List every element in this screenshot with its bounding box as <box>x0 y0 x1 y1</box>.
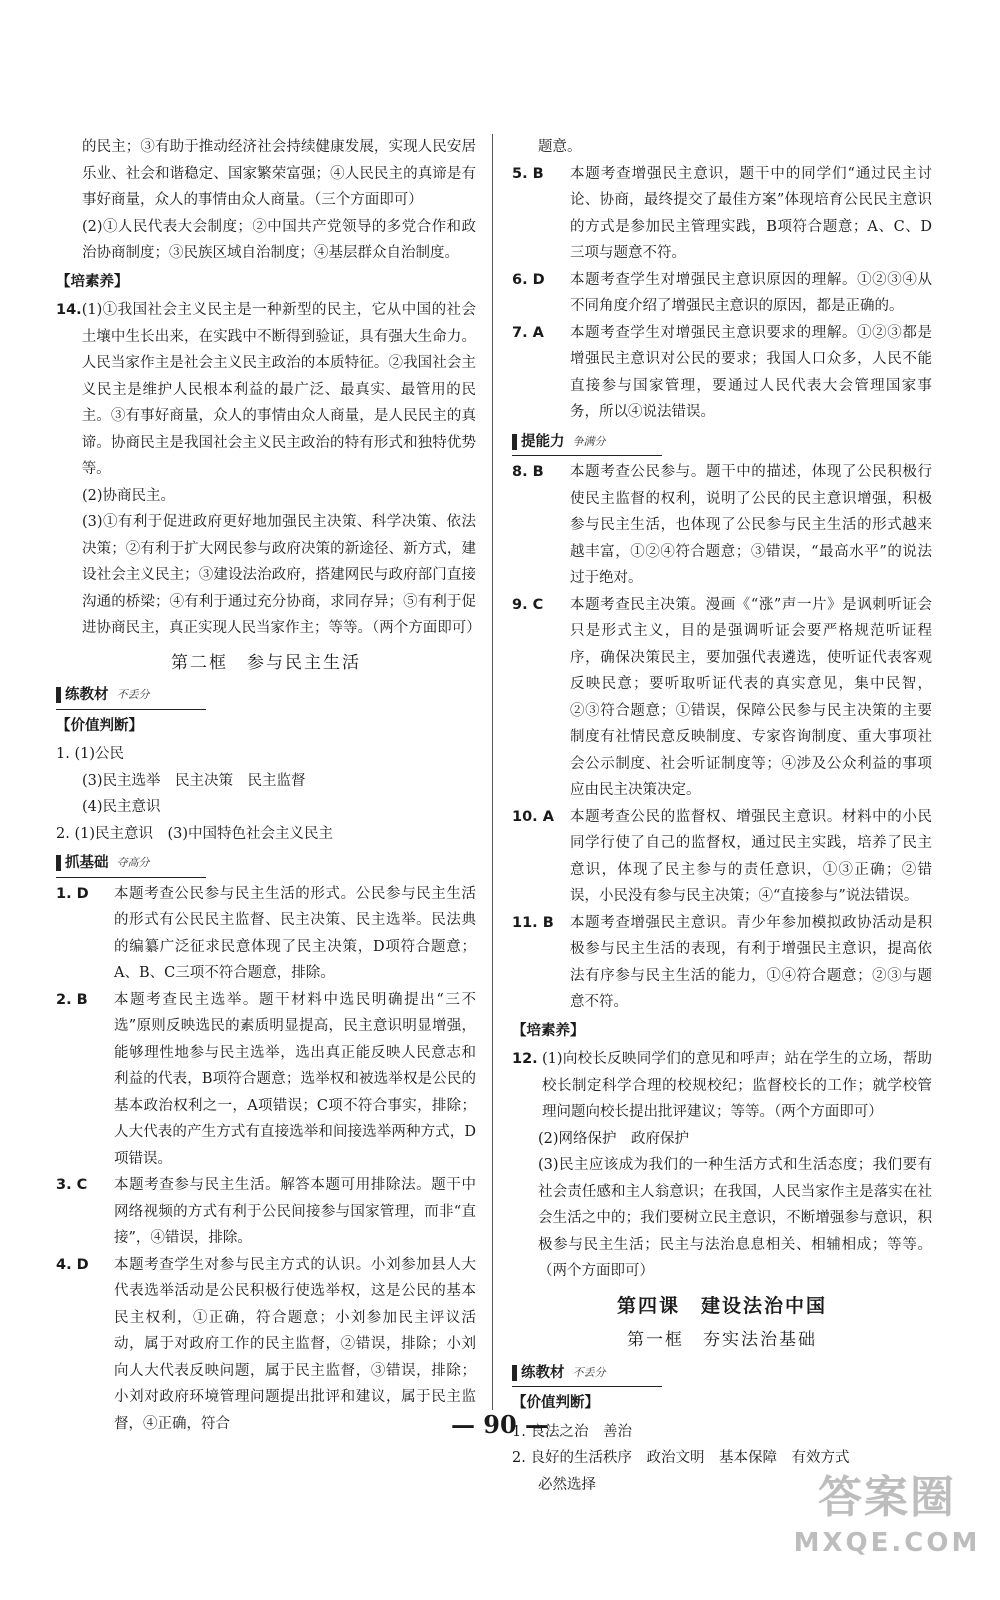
value-item-1b: (3)民主选举 民主决策 民主监督 <box>82 772 306 789</box>
answer-number: 7. A <box>512 324 544 341</box>
answer-text: 本题考查增强民主意识。青少年参加模拟政协活动是积极参与民主生活的表现，有利于增强民主意识，提高依法有序参与民主生活的能力，①④符合题意；②③与题意不符。 <box>570 914 932 1010</box>
answer-number: 8. B <box>512 464 544 480</box>
section-header-lianjiaocai <box>512 1360 662 1388</box>
section-bracket-peisuyang: 【培素养】 <box>56 273 129 290</box>
watermark-mark: 答案圈 <box>818 1472 956 1523</box>
value-item-1c: (4)民主意识 <box>82 799 161 815</box>
section-bar-icon <box>512 434 517 450</box>
answer-text: 本题考查学生对参与民主方式的认识。小刘参加县人大代表选举活动是公民积极行使选举权，这是公民的基本民主权利，①正确，符合题意；小刘参加民主评议活动，属于对政府工作的民主监督，②错误，排除；小刘向人大代表反映问题，属于民主监督，③错误，排除；小刘对政府环境管理问题提出批评和建议，属于民主监督，④正确，符合 <box>114 1256 476 1432</box>
section-subtitle: 争满分 <box>572 434 606 448</box>
section-subtitle: 不丢分 <box>572 1365 606 1379</box>
answer-7 <box>512 320 932 426</box>
value-item-2: 2. (1)民主意识 (3)中国特色社会主义民主 <box>56 825 334 842</box>
answer-11 <box>512 910 932 1016</box>
answer-12-part3: (3)民主应该成为我们的一种生活方式和生活态度；我们要有社会责任感和主人翁意识；在我国，人民当家作主是落实在社会生活之中的；我们要树立民主意识，不断增强参与意识，积极参与民主生活；民主与法治息息相关、相辅相成；等等。（两个方面即可） <box>538 1157 932 1279</box>
answer-text: 本题考查公民参与。题干中的描述，体现了公民积极行使民主监督的权利，说明了公民的民主意识增强，积极参与民主生活，也体现了公民参与民主生活的形式越来越丰富，①②④符合题意；③错误，“最高水平”的说法过于绝对。 <box>570 464 932 586</box>
section-name: 抓基础 <box>65 855 109 871</box>
section-bar-icon <box>56 687 61 703</box>
section-bar-icon <box>56 855 61 871</box>
answer-12 <box>512 1046 932 1126</box>
continued-text: 题意。 <box>538 139 582 155</box>
answer-number: 14. <box>56 302 82 318</box>
page-number: — 90 — <box>450 1410 550 1439</box>
answer-10 <box>512 804 932 910</box>
answer-8 <box>512 459 932 592</box>
answer-number: 12. <box>512 1051 538 1067</box>
answer-number: 2. B <box>56 991 88 1008</box>
value-item-1: 1. 良法之治 善治 <box>512 1423 632 1440</box>
section-bracket-jiazhi: 【价值判断】 <box>512 1395 599 1411</box>
answer-number: 4. D <box>56 1256 89 1273</box>
section-name: 提能力 <box>521 433 565 450</box>
frame-title: 第一框 夯实法治基础 <box>627 1330 817 1350</box>
answer-3 <box>56 1172 476 1252</box>
answer-text: 本题考查学生对增强民主意识原因的理解。①②③④从不同角度介绍了增强民主意识的原因，都是正确的。 <box>570 271 932 314</box>
answer-14-part2: (2)协商民主。 <box>82 487 176 504</box>
watermark-logo <box>792 1468 982 1578</box>
section-subtitle: 夺高分 <box>116 856 150 869</box>
section-subtitle: 不丢分 <box>116 688 150 701</box>
answer-text: 本题考查公民的监督权、增强民主意识。材料中的小民同学行使了自己的监督权，通过民主实践，培养了民主意识，体现了民主参与的责任意识，①③正确；②错误，小民没有参与民主决策；④“直接参与”说法错误。 <box>570 808 932 904</box>
answer-number: 6. D <box>512 271 545 288</box>
answer-number: 11. B <box>512 914 554 931</box>
value-item-1: 1. (1)公民 <box>56 746 124 762</box>
answer-text: 本题考查公民参与民主生活的形式。公民参与民主生活的形式有公民民主监督、民主决策、民主选举。民法典的编纂广泛征求民意体现了民主决策，D项符合题意；A、B、C三项不符合题意，排除。 <box>114 885 476 981</box>
answer-5 <box>512 161 932 267</box>
section-header-lianjiaocai <box>56 682 206 710</box>
right-column <box>512 134 932 1498</box>
answer-text: (1)向校长反映同学们的意见和呼声；站在学生的立场，帮助校长制定科学合理的校规校纪；监督校长的工作；就学校管理问题向校长提出批评建议；等等。（两个方面即可） <box>542 1051 932 1120</box>
watermark-site: MXQE.COM <box>793 1528 981 1558</box>
answer-text: 本题考查增强民主意识，题干中的同学们“通过民主讨论、协商，最终提交了最佳方案”体现培育公民民主意识的方式是参加民主管理实践，B项符合题意；A、C、D三项与题意不符。 <box>570 165 932 261</box>
answer-2 <box>56 987 476 1173</box>
answer-text: 本题考查学生对增强民主意识要求的理解。①②③都是增强民主意识对公民的要求；我国人口众多，人民不能直接参与国家管理，要通过人民代表大会管理国家事务，所以④说法错误。 <box>570 324 932 420</box>
answer-number: 1. D <box>56 885 89 902</box>
section-bracket-peisuyang: 【培素养】 <box>512 1022 585 1039</box>
answer-1 <box>56 881 476 987</box>
continued-text-2: (2)①人民代表大会制度；②中国共产党领导的多党合作和政治协商制度；③民族区域自治制度；④基层群众自治制度。 <box>82 218 476 261</box>
answer-9 <box>512 592 932 804</box>
answer-number: 3. C <box>56 1177 88 1193</box>
answer-6 <box>512 267 932 320</box>
answer-text: 本题考查参与民主生活。解答本题可用排除法。题干中网络视频的方式有利于公民间接参与国家管理，而非“直接”，④错误，排除。 <box>114 1177 476 1246</box>
section-bracket-jiazhi: 【价值判断】 <box>56 717 143 734</box>
section-bar-icon <box>512 1365 517 1381</box>
section-header-zhuajichu <box>56 850 206 878</box>
answer-text: 本题考查民主决策。漫画《“涨”声一片》是讽刺听证会只是形式主义，目的是强调听证会要严格规范听证程序，确保决策民主，要加强代表遴选，使听证代表客观反映民意；要听取听证代表的真实意见，集中民智，②③符合题意；①错误，保障公民参与民主决策的主要制度有社情民意反映制度、专家咨询制度、重大事项社会公示制度、社会听证制度等；④涉及公众利益的事项应由民主决策决定。 <box>570 596 932 798</box>
section-name: 练教材 <box>521 1364 565 1381</box>
answer-14 <box>56 297 476 483</box>
section-header-tinengli <box>512 429 662 457</box>
answer-14-part3: (3)①有利于促进政府更好地加强民主决策、科学决策、依法决策；②有利于扩大网民参与政府决策的新途径、新方式，建设社会主义民主；③建设法治政府，搭建网民与政府部门直接沟通的桥梁；④有利于通过充分协商，求同存异；⑤有利于促进协商民主，真正实现人民当家作主；等等。（两个方面即可） <box>82 514 481 636</box>
frame-title: 第二框 参与民主生活 <box>171 652 361 673</box>
continued-text: 的民主；③有助于推动经济社会持续健康发展，实现人民安居乐业、社会和谐稳定、国家繁荣富强；④人民民主的真谛是有事好商量，众人的事情由众人商量。（三个方面即可） <box>82 139 476 208</box>
lesson-title: 第四课 建设法治中国 <box>616 1294 827 1317</box>
answer-number: 9. C <box>512 596 544 613</box>
left-column <box>56 134 481 1437</box>
answer-number: 5. B <box>512 165 544 182</box>
answer-text: (1)①我国社会主义民主是一种新型的民主，它从中国的社会土壤中生长出来，在实践中不断得到验证，具有强大生命力。人民当家作主是社会主义民主政治的本质特征。②我国社会主义民主是维护人民根本利益的最广泛、最真实、最管用的民主。③有事好商量，众人的事情由众人商量，是人民民主的真谛。协商民主是我国社会主义民主政治的特有形式和独特优势等。 <box>81 302 476 477</box>
column-divider <box>492 134 493 1410</box>
answer-number: 10. A <box>512 808 554 825</box>
value-item-2: 2. 良好的生活秩序 政治文明 基本保障 有效方式 <box>512 1450 850 1466</box>
value-item-2b: 必然选择 <box>538 1476 596 1493</box>
answer-12-part2: (2)网络保护 政府保护 <box>538 1130 690 1147</box>
section-name: 练教材 <box>65 687 109 703</box>
answer-text: 本题考查民主选举。题干材料中选民明确提出“三不选”原则反映选民的素质明显提高，民主意识明显增强，能够理性地参与民主选举，选出真正能反映人民意志和利益的代表，B项符合题意；选举权和被选举权是公民的基本政治权利之一，A项错误；C项不符合事实，排除；人大代表的产生方式有直接选举和间接选举两种方式，D项错误。 <box>114 991 476 1167</box>
